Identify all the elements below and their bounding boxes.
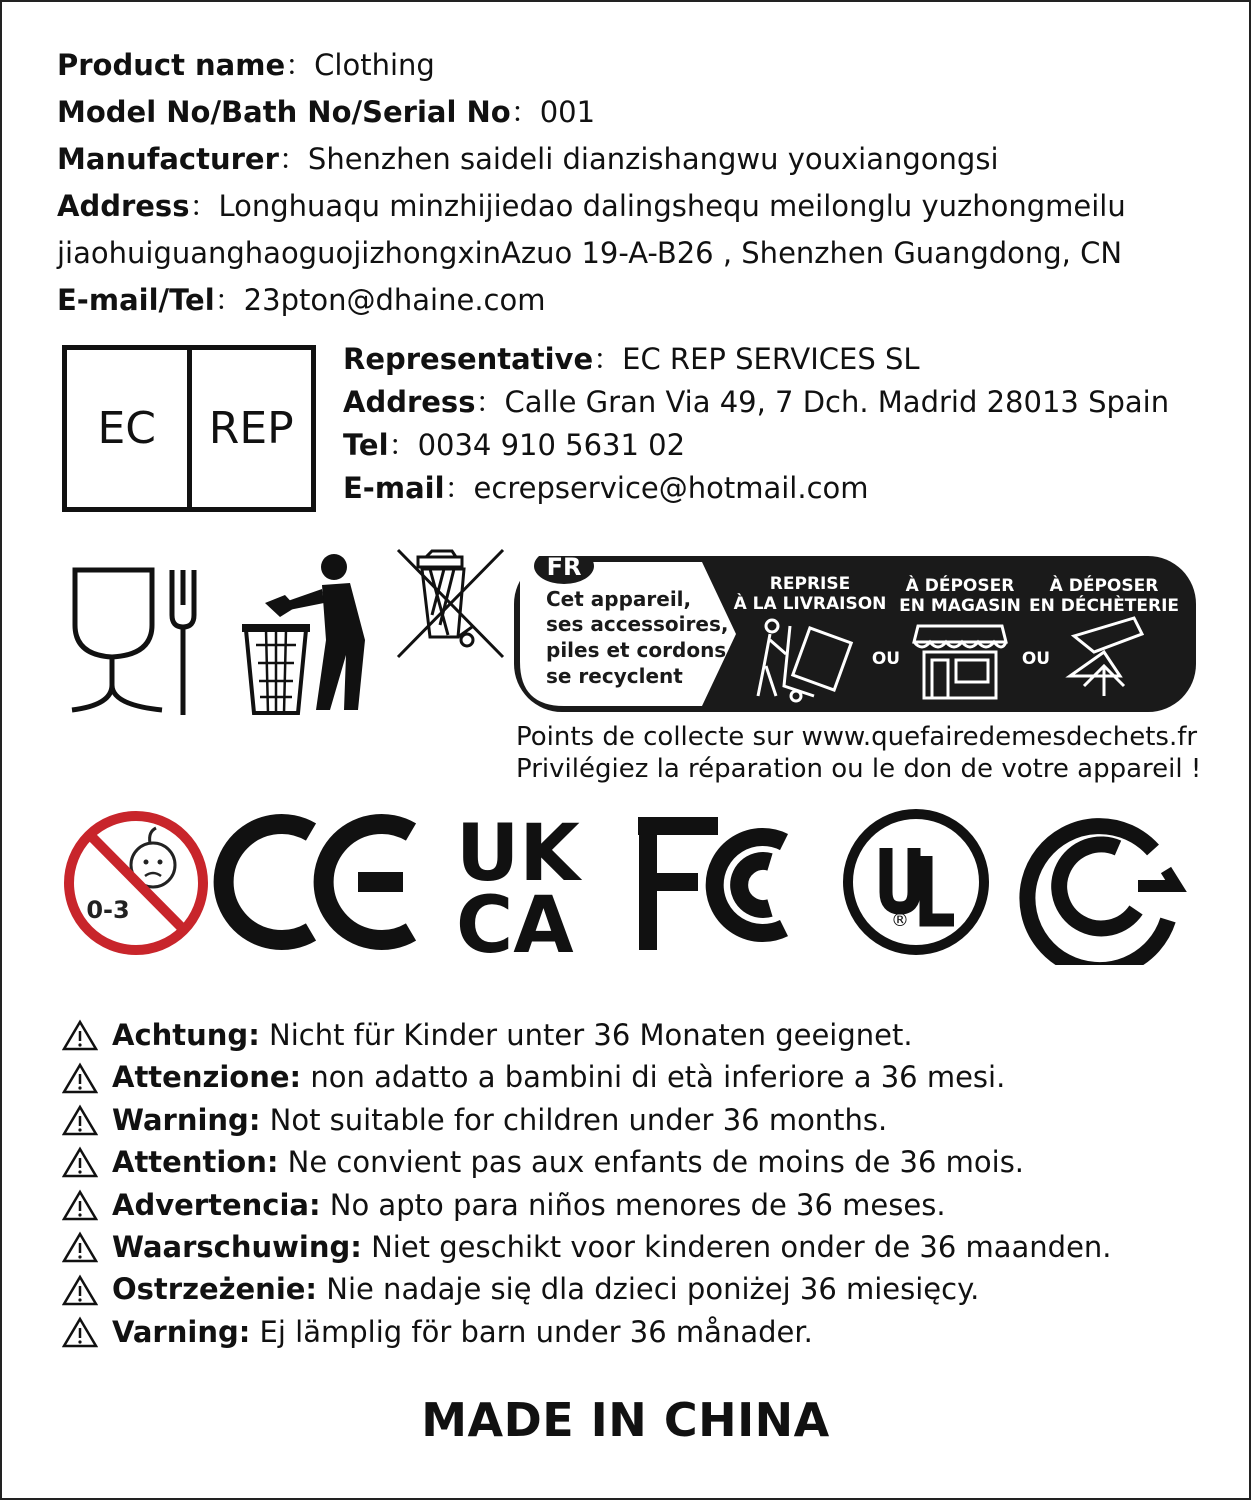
collection-note xyxy=(516,721,1201,785)
info-line: E-mail/Tel：23pton@dhaine.com xyxy=(57,283,546,317)
warning-row: Advertencia: No apto para niños menores de 36 meses. xyxy=(62,1184,1112,1226)
or-label: OU xyxy=(1021,649,1051,669)
warning-row: Achtung: Nicht für Kinder unter 36 Monaten geeignet. xyxy=(62,1014,1112,1056)
warning-row: Attenzione: non adatto a bambini di età inferiore a 36 mesi. xyxy=(62,1056,1112,1098)
option-delivery-line1: REPRISE xyxy=(769,574,851,594)
food-safe-icon xyxy=(72,570,194,715)
ukca-bottom: CA xyxy=(456,881,574,965)
warning-row: Varning: Ej lämplig för barn under 36 månader. xyxy=(62,1311,1112,1353)
warning-row: Waarschuwing: Niet geschikt voor kinderen onder de 36 maanden. xyxy=(62,1226,1112,1268)
triman-recycling-panel xyxy=(514,556,1196,712)
age-label: 0-3 xyxy=(86,896,130,924)
warning-triangle-icon xyxy=(62,1062,98,1094)
option-dump-line2: EN DÉCHÈTERIE xyxy=(1028,596,1180,616)
collection-note-line: Points de collecte sur www.quefairedemesdechets.fr xyxy=(516,722,1198,752)
info-line: Address：Longhuaqu minzhijiedao dalingshequ meilonglu yuzhongmeilu xyxy=(57,189,1126,223)
ec-rep-left: EC xyxy=(97,403,157,454)
ul-registered: ® xyxy=(891,910,909,931)
ec-rep-symbol xyxy=(62,345,316,512)
ukca-mark-icon xyxy=(456,809,582,965)
triman-text-line: piles et cordons xyxy=(546,638,727,662)
fr-label: FR xyxy=(546,556,582,581)
collection-note-line: Privilégiez la réparation ou le don de votre appareil ! xyxy=(516,754,1202,784)
ce-mark-icon xyxy=(224,824,411,940)
warning-triangle-icon xyxy=(62,1019,98,1051)
recycle-arc-icon xyxy=(1027,826,1176,965)
info-line: Model No/Bath No/Serial No：001 xyxy=(57,95,596,129)
ul-mark-icon xyxy=(848,814,984,950)
info-line: Product name：Clothing xyxy=(57,48,435,82)
age-warning-icon xyxy=(69,816,203,950)
crossed-bin-icon xyxy=(398,550,503,657)
rep-line: Tel：0034 910 5631 02 xyxy=(343,428,686,462)
warning-triangle-icon xyxy=(62,1189,98,1221)
warning-row: Attention: Ne convient pas aux enfants de moins de 36 mois. xyxy=(62,1141,1112,1183)
certification-marks xyxy=(58,800,1198,965)
or-label: OU xyxy=(871,649,901,669)
warning-triangle-icon xyxy=(62,1274,98,1306)
rep-line: Representative：EC REP SERVICES SL xyxy=(343,342,920,376)
warning-triangle-icon xyxy=(62,1146,98,1178)
tidyman-icon xyxy=(242,554,365,713)
option-dump-line1: À DÉPOSER xyxy=(1049,576,1159,596)
warning-row: Ostrzeżenie: Nie nadaje się dla dzieci poniżej 36 miesięcy. xyxy=(62,1268,1112,1310)
info-line: jiaohuiguanghaoguojizhongxinAzuo 19-A-B26 , Shenzhen Guangdong, CN xyxy=(57,236,1123,270)
warning-triangle-icon xyxy=(62,1231,98,1263)
representative-info xyxy=(343,338,1169,510)
warnings-list xyxy=(62,1014,1112,1353)
warning-triangle-icon xyxy=(62,1104,98,1136)
ec-rep-right: REP xyxy=(187,350,312,507)
triman-text-line: Cet appareil, xyxy=(546,587,692,611)
warning-row: Warning: Not suitable for children under 36 months. xyxy=(62,1099,1112,1141)
option-store-line2: EN MAGASIN xyxy=(899,596,1021,616)
triman-text-line: ses accessoires, xyxy=(546,612,729,636)
product-info xyxy=(57,42,1126,324)
fcc-mark-icon xyxy=(638,820,784,950)
disposal-icons xyxy=(60,545,510,720)
ukca-top: UK xyxy=(456,809,580,899)
made-in-label: MADE IN CHINA xyxy=(421,1393,830,1447)
rep-line: Address：Calle Gran Via 49, 7 Dch. Madrid 28013 Spain xyxy=(343,385,1170,419)
option-delivery-line2: À LA LIVRAISON xyxy=(733,594,887,614)
triman-text-line: se recyclent xyxy=(546,664,683,688)
rep-line: E-mail：ecrepservice@hotmail.com xyxy=(343,471,869,505)
warning-triangle-icon xyxy=(62,1316,98,1348)
option-store-line1: À DÉPOSER xyxy=(905,576,1015,596)
info-line: Manufacturer：Shenzhen saideli dianzishangwu youxiangongsi xyxy=(57,142,999,176)
